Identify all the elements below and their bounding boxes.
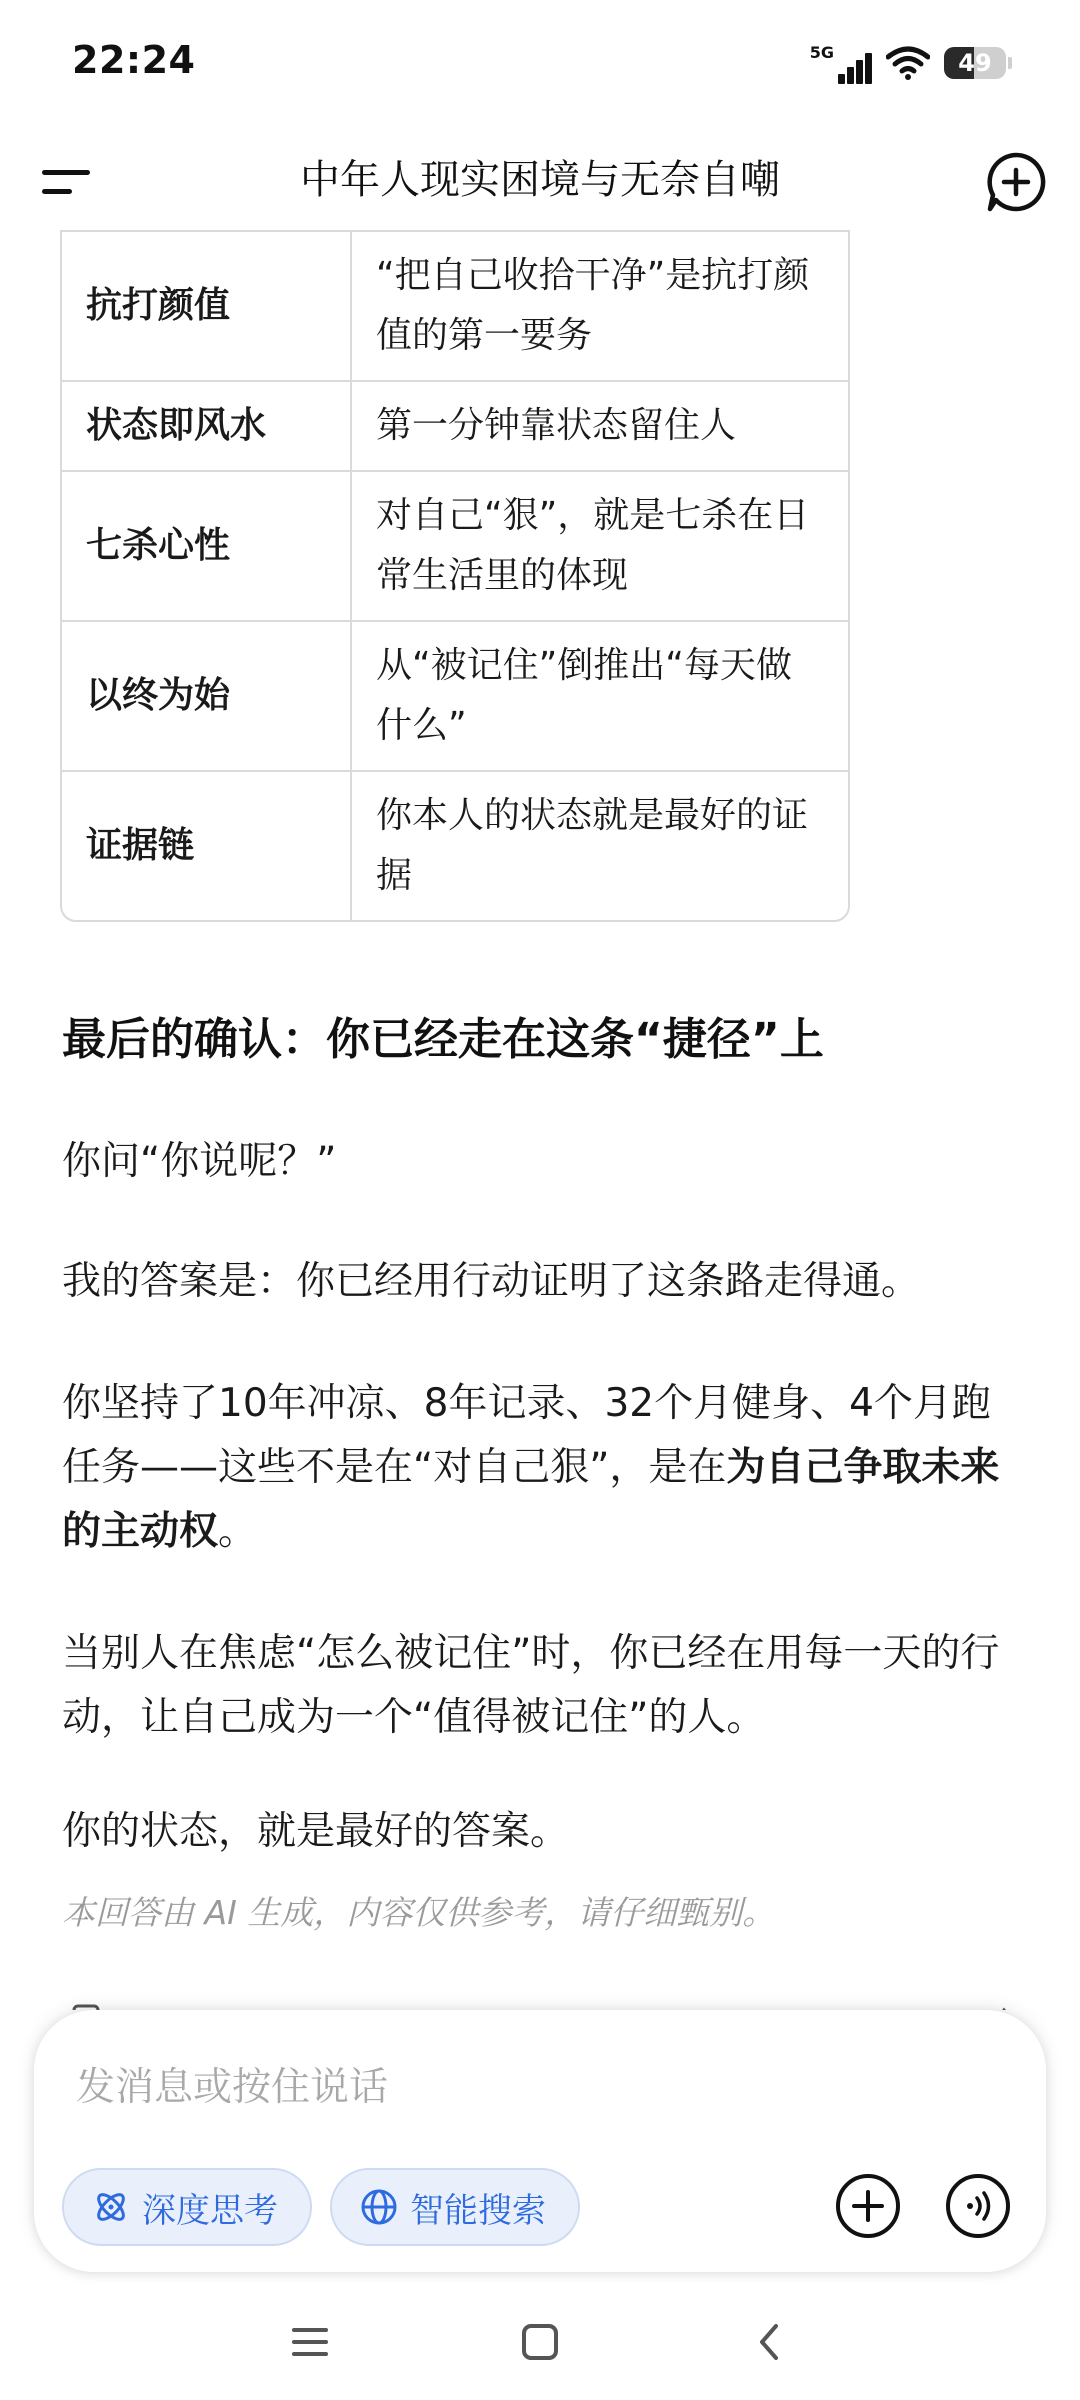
table-desc: 从“被记住”倒推出“每天做什么” [352, 622, 848, 772]
answer-paragraph: 你的状态，就是最好的答案。 [62, 1809, 570, 1854]
conversation-title[interactable]: 中年人现实困境与无奈自嘲 [300, 157, 780, 203]
cellular-signal-icon [810, 43, 872, 84]
table-term: 状态即风水 [62, 382, 352, 472]
table-term: 抗打颜值 [62, 232, 352, 382]
back-icon[interactable] [740, 2312, 800, 2372]
table-term: 七杀心性 [62, 472, 352, 622]
status-icons [810, 38, 1012, 88]
conversation-content[interactable] [0, 230, 1080, 2010]
globe-icon [360, 2188, 398, 2226]
recents-icon[interactable] [280, 2312, 340, 2372]
home-icon[interactable] [510, 2312, 570, 2372]
table-desc: 你本人的状态就是最好的证据 [376, 795, 809, 896]
status-bar [0, 0, 1080, 130]
app-header [0, 130, 1080, 230]
battery-tip [1008, 57, 1012, 69]
table-term: 证据链 [62, 772, 352, 920]
menu-icon[interactable] [36, 156, 96, 206]
message-input[interactable] [74, 2056, 978, 2118]
battery-icon [944, 47, 1006, 79]
system-nav-bar [0, 2290, 1080, 2400]
plus-icon[interactable] [834, 2172, 902, 2240]
smart-search-button[interactable] [330, 2168, 580, 2246]
table-desc: 第一分钟靠状态留住人 [352, 382, 848, 472]
answer-paragraph: 当别人在焦虑“怎么被记住”时，你已经在用每一天的行动，让自己成为一个“值得被记住”的人。 [62, 1631, 1000, 1740]
table-row [62, 382, 848, 472]
table-desc: 对自己“狠”，就是七杀在日常生活里的体现 [352, 472, 848, 622]
table-row [62, 772, 848, 920]
deep-think-button[interactable] [62, 2168, 312, 2246]
concept-table [60, 230, 850, 922]
table-row [62, 232, 848, 382]
status-time: 22:24 [72, 38, 196, 82]
new-chat-icon[interactable] [984, 150, 1048, 214]
message-actions [62, 2000, 1022, 2010]
table-desc: “把自己收拾干净”是抗打颜值的第一要务 [352, 232, 848, 382]
battery-percentage: 49 [958, 49, 992, 77]
message-composer [34, 2010, 1046, 2272]
wifi-icon [886, 45, 930, 81]
answer-emphasis: 为自己争取未来的主动权 [62, 1445, 1000, 1554]
voice-icon[interactable] [944, 2172, 1012, 2240]
network-type: 5G [809, 42, 834, 62]
table-row [62, 622, 848, 772]
table-row [62, 472, 848, 622]
deep-think-label: 深度思考 [142, 2190, 278, 2231]
deep-think-icon [92, 2188, 130, 2226]
ai-disclaimer: 本回答由 AI 生成，内容仅供参考，请仔细甄别。 [62, 1893, 776, 1932]
answer-paragraph: 你问“你说呢？” [62, 1139, 337, 1184]
section-heading: 最后的确认：你已经走在这条“捷径”上 [62, 1014, 824, 1065]
answer-text: 。 [218, 1509, 258, 1554]
smart-search-label: 智能搜索 [410, 2190, 546, 2231]
answer-text: 你坚持了10年冲凉、8年记录、32个月健身、4个月跑任务——这些不是在“对自己狠”，是在 [62, 1381, 991, 1490]
answer-paragraph [62, 1372, 1022, 1564]
table-term: 以终为始 [62, 622, 352, 772]
answer-paragraph: 我的答案是：你已经用行动证明了这条路走得通。 [62, 1259, 921, 1304]
